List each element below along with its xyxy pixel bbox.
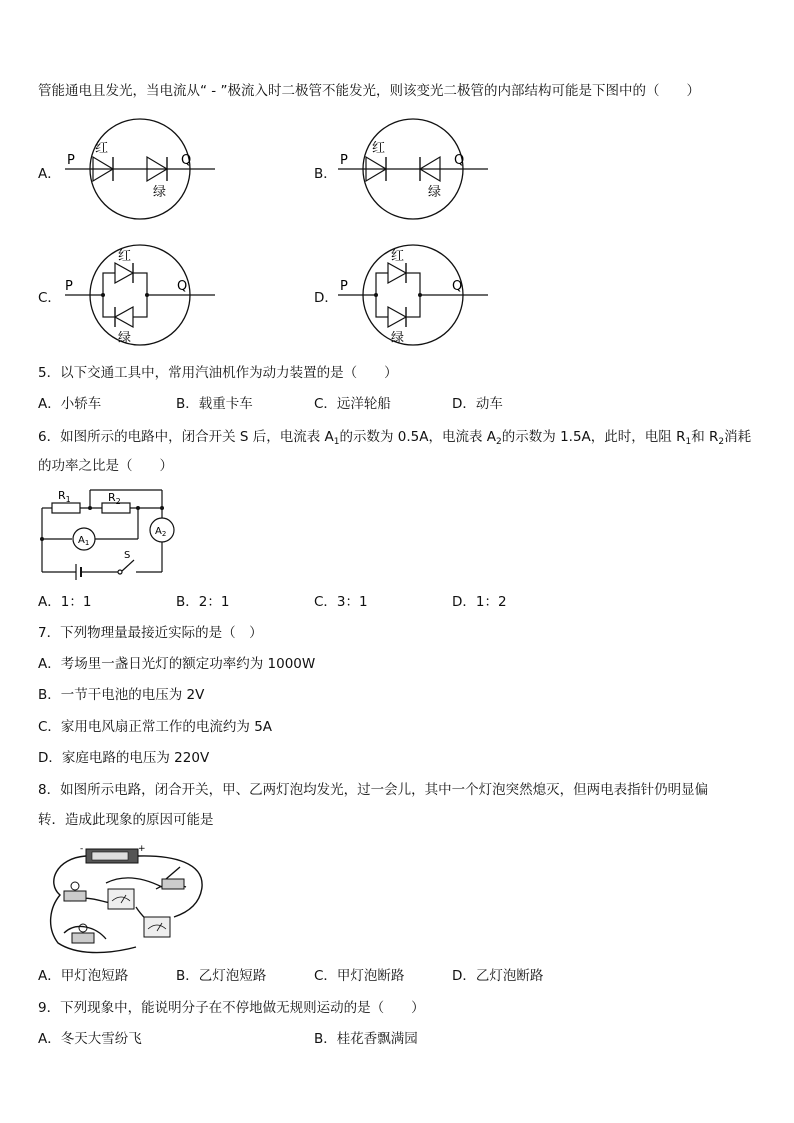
q9-option-a[interactable]: A．冬天大雪纷飞	[38, 1031, 142, 1047]
q6-option-a[interactable]: A．1：1	[38, 594, 92, 610]
q4-option-a-label: A．	[38, 166, 61, 182]
terminal-p: P	[340, 279, 348, 294]
terminal-q: Q	[181, 153, 192, 168]
terminal-p: P	[67, 153, 75, 168]
a1-label: $A_1$	[78, 535, 90, 547]
green-label: 绿	[118, 331, 132, 346]
q6-option-b[interactable]: B．2：1	[176, 594, 230, 610]
terminal-p: P	[340, 153, 348, 168]
q9-stem: 9．下列现象中，能说明分子在不停地做无规则运动的是（ ）	[38, 1000, 425, 1016]
red-label: 红	[95, 141, 109, 156]
a2-label: $A_2$	[155, 526, 167, 538]
q4-diagram-a	[65, 118, 215, 218]
q8-option-a[interactable]: A．甲灯泡短路	[38, 968, 129, 984]
q5-option-c[interactable]: C．远洋轮船	[314, 396, 391, 412]
lamp-jia-bulb	[71, 882, 79, 890]
q8-option-b[interactable]: B．乙灯泡短路	[176, 968, 267, 984]
q5-option-a[interactable]: A．小轿车	[38, 396, 102, 412]
minus-label: -	[80, 844, 84, 854]
q4-diagram-c	[65, 244, 215, 344]
meter-two	[144, 917, 170, 937]
lamp-jia-holder	[64, 891, 86, 901]
q6-stem: 6．如图所示的电路中，闭合开关 S 后，电流表 $A_1$的示数为 0.5A，电流表 $A_2$的示数为 1.5A，此时，电阻 $R_1$和 $R_2$消耗	[38, 429, 752, 447]
q4-option-c-label: C．	[38, 290, 61, 306]
q7-option-d[interactable]: D．家庭电路的电压为 220V	[38, 750, 210, 766]
q9-option-b[interactable]: B．桂花香飘满园	[314, 1031, 418, 1047]
q8-stem-line2: 转．造成此现象的原因可能是	[38, 812, 214, 828]
switch-base	[162, 879, 184, 889]
terminal-q: Q	[452, 279, 463, 294]
q6-circuit-diagram	[38, 488, 188, 580]
q8-option-d[interactable]: D．乙灯泡断路	[452, 968, 544, 984]
meter-one	[108, 889, 134, 909]
q6-stem-line2: 的功率之比是（ ）	[38, 458, 173, 474]
lamp-yi-bulb	[79, 924, 87, 932]
q4-option-b-label: B．	[314, 166, 337, 182]
q4-stem: 管能通电且发光，当电流从“ - ”极流入时二极管不能发光，则该变光二极管的内部结构可能是下图中的（ ）	[38, 83, 700, 99]
green-label: 绿	[153, 185, 167, 200]
green-label: 绿	[428, 185, 442, 200]
q4-diagram-b	[338, 118, 488, 218]
q5-stem: 5．以下交通工具中，常用汽油机作为动力装置的是（ ）	[38, 365, 398, 381]
q6-option-d[interactable]: D．1：2	[452, 594, 507, 610]
r2-label: $R_2$	[108, 491, 121, 506]
resistor-r1	[52, 503, 80, 513]
red-diode-arrow	[388, 263, 406, 283]
terminal-q: Q	[454, 153, 465, 168]
q8-option-c[interactable]: C．甲灯泡断路	[314, 968, 405, 984]
q4-option-d-label: D．	[314, 290, 338, 306]
terminal-p: P	[65, 279, 73, 294]
q7-option-a[interactable]: A．考场里一盏日光灯的额定功率约为 1000W	[38, 656, 316, 672]
red-diode-arrow	[115, 263, 133, 283]
green-label: 绿	[391, 331, 405, 346]
q5-option-d[interactable]: D．动车	[452, 396, 503, 412]
green-diode-arrow	[388, 307, 406, 327]
plus-label: +	[138, 844, 146, 854]
green-diode-arrow	[115, 307, 133, 327]
q8-stem: 8．如图所示电路，闭合开关，甲、乙两灯泡均发光，过一会儿，其中一个灯泡突然熄灭，但两电表指针仍明显偏	[38, 782, 709, 798]
red-label: 红	[118, 249, 132, 264]
lamp-yi-holder	[72, 933, 94, 943]
switch-s	[118, 570, 122, 574]
red-label: 红	[391, 249, 405, 264]
terminal-q: Q	[177, 279, 188, 294]
q7-option-b[interactable]: B．一节干电池的电压为 2V	[38, 687, 205, 703]
r1-label: $R_1$	[58, 489, 71, 504]
q4-diagram-d	[338, 244, 488, 344]
s-label: S	[124, 550, 131, 561]
q7-stem: 7．下列物理量最接近实际的是（ ）	[38, 625, 263, 641]
q5-option-b[interactable]: B．载重卡车	[176, 396, 253, 412]
q7-option-c[interactable]: C．家用电风扇正常工作的电流约为 5A	[38, 719, 273, 735]
q6-option-c[interactable]: C．3：1	[314, 594, 368, 610]
q8-circuit-picture	[46, 843, 211, 955]
red-label: 红	[372, 141, 386, 156]
